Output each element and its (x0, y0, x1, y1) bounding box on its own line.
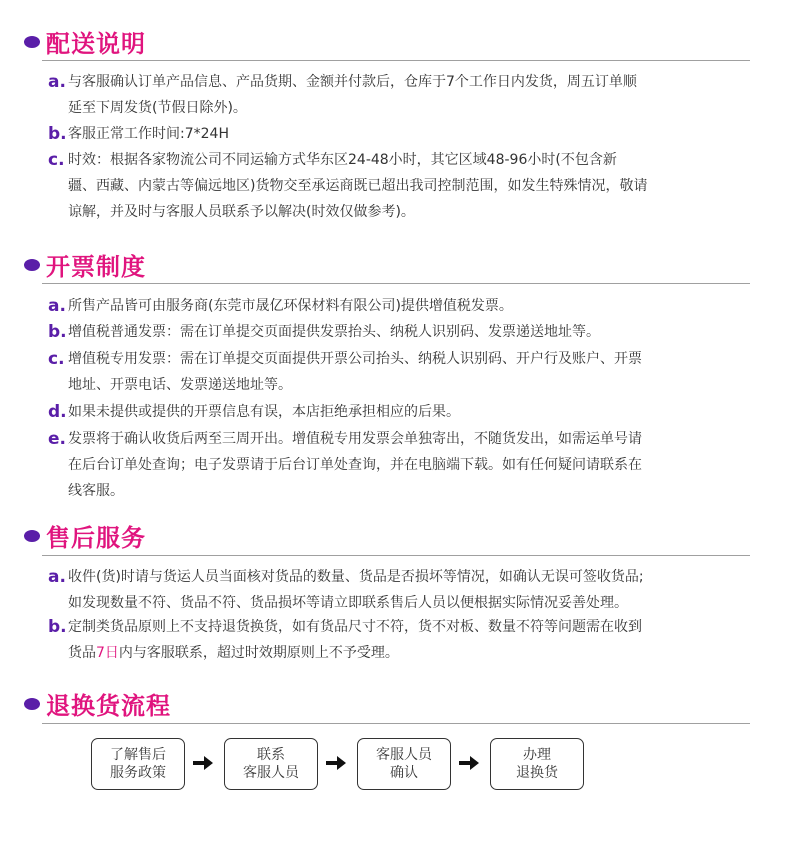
aftersales-divider (42, 555, 750, 556)
delivery-divider (42, 60, 750, 61)
delivery-section-header (24, 26, 750, 66)
bullet-dot-icon (24, 698, 40, 710)
flow-step-line: 办理 (523, 747, 551, 763)
arrow-right-icon (193, 756, 213, 770)
item-text-line: 在后台订单处查询；电子发票请于后台订单处查询，并在电脑端下载。如有任何疑问请联系在 (68, 457, 642, 473)
delivery-item-c (48, 147, 738, 225)
arrow-right-icon (459, 756, 479, 770)
invoice-item-e (48, 426, 738, 504)
invoice-item-d (48, 399, 738, 425)
item-text-line: 如发现数量不符、货品不符、货品损坏等请立即联系售后人员以便根据实际情况妥善处理。 (68, 595, 628, 611)
invoice-item-b (48, 319, 738, 345)
item-text-line: 所售产品皆可由服务商(东莞市晟亿环保材料有限公司)提供增值税发票。 (68, 298, 513, 314)
flow-step-line: 确认 (390, 765, 418, 781)
flow-step-4 (490, 738, 584, 790)
invoice-title: 开票制度 (46, 253, 146, 281)
delivery-item-b (48, 121, 738, 147)
bullet-dot-icon (24, 36, 40, 48)
item-text-line: 发票将于确认收货后两至三周开出。增值税专用发票会单独寄出，不随货发出，如需运单号请 (68, 431, 642, 447)
item-text-line (68, 640, 738, 666)
highlight-days: 7日 (96, 645, 119, 661)
flow-step-line: 联系 (257, 747, 285, 763)
item-marker: a. (48, 296, 66, 316)
returns-divider (42, 723, 750, 724)
item-text-line: 增值税普通发票：需在订单提交页面提供发票抬头、纳税人识别码、发票递送地址等。 (68, 324, 600, 340)
item-text-line: 疆、西藏、内蒙古等偏远地区)货物交至承运商既已超出我司控制范围，如发生特殊情况，敬请 (68, 178, 648, 194)
item-text-line: 与客服确认订单产品信息、产品货期、金额并付款后，仓库于7个工作日内发货，周五订单顺 (68, 74, 637, 90)
item-marker: b. (48, 617, 67, 637)
aftersales-section-header (24, 520, 750, 560)
arrow-right-icon (326, 756, 346, 770)
returns-title: 退换货流程 (46, 692, 171, 720)
item-text-line: 收件(货)时请与货运人员当面核对货品的数量、货品是否损坏等情况，如确认无误可签收货品; (68, 569, 644, 585)
delivery-title: 配送说明 (46, 30, 146, 58)
flow-step-3 (357, 738, 451, 790)
item-text-line: 定制类货品原则上不支持退货换货，如有货品尺寸不符，货不对板、数量不符等问题需在收到 (68, 619, 642, 635)
flow-step-1 (91, 738, 185, 790)
invoice-item-c (48, 346, 738, 398)
item-text-line: 如果未提供或提供的开票信息有误，本店拒绝承担相应的后果。 (68, 404, 460, 420)
item-text-line: 谅解，并及时与客服人员联系予以解决(时效仅做参考)。 (68, 204, 415, 220)
item-text-line: 地址、开票电话、发票递送地址等。 (68, 377, 292, 393)
flow-step-line: 了解售后 (110, 747, 166, 763)
delivery-item-a (48, 69, 738, 121)
invoice-divider (42, 283, 750, 284)
flow-step-line: 客服人员 (243, 765, 299, 781)
item-text-line: 延至下周发货(节假日除外)。 (68, 100, 247, 116)
aftersales-item-a (48, 564, 738, 616)
text-segment: 内与客服联系，超过时效期原则上不予受理。 (118, 645, 399, 661)
invoice-section-header (24, 249, 750, 289)
flow-step-line: 服务政策 (110, 765, 166, 781)
text-segment: 货品 (68, 645, 96, 661)
invoice-item-a (48, 293, 738, 319)
service-hours-text: 客服正常工作时间:7*24H (68, 126, 229, 142)
aftersales-item-b (48, 614, 738, 666)
item-marker: c. (48, 349, 65, 369)
item-marker: b. (48, 322, 67, 342)
flow-step-2 (224, 738, 318, 790)
bullet-dot-icon (24, 530, 40, 542)
returns-flowchart (91, 738, 591, 790)
item-marker: d. (48, 402, 67, 422)
bullet-dot-icon (24, 259, 40, 271)
item-text-line: 线客服。 (68, 483, 124, 499)
item-marker: e. (48, 429, 66, 449)
item-marker: b. (48, 124, 67, 144)
flow-step-line: 客服人员 (376, 747, 432, 763)
returns-section-header (24, 688, 750, 728)
item-marker: a. (48, 72, 66, 92)
item-text-line: 增值税专用发票：需在订单提交页面提供开票公司抬头、纳税人识别码、开户行及账户、开票 (68, 351, 642, 367)
item-text-line: 时效：根据各家物流公司不同运输方式华东区24-48小时，其它区域48-96小时(不包含新 (68, 152, 617, 168)
aftersales-title: 售后服务 (46, 524, 146, 552)
flow-step-line: 退换货 (516, 765, 558, 781)
item-marker: c. (48, 150, 65, 170)
item-marker: a. (48, 567, 66, 587)
